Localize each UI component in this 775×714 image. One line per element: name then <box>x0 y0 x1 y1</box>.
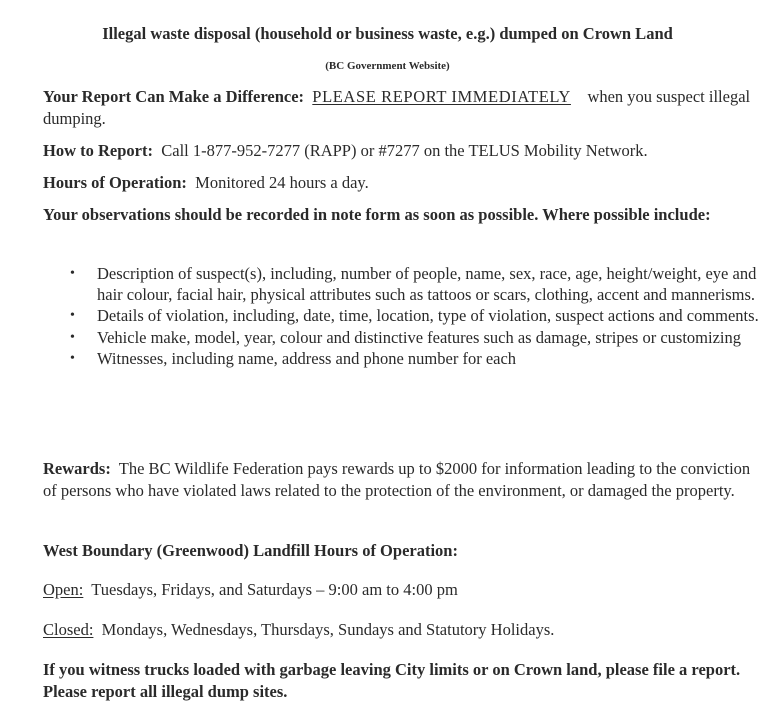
open-text: Tuesdays, Fridays, and Saturdays – 9:00 am to 4:00 pm <box>91 580 458 599</box>
landfill-heading: West Boundary (Greenwood) Landfill Hours of Operation: <box>43 541 458 560</box>
bullet-icon: • <box>70 329 75 345</box>
list-item-text: Vehicle make, model, year, colour and distinctive features such as damage, stripes or customizing <box>97 327 742 347</box>
observations-heading: Your observations should be recorded in note form as soon as possible. Where possible include: <box>43 205 711 224</box>
hours-text: Monitored 24 hours a day. <box>195 173 369 192</box>
list-item-text: Description of suspect(s), including, number of people, name, sex, race, age, height/weight, eye and hair colour, facial hair, physical attributes such as tattoos or scars, clothing, accent and mannerisms. <box>97 264 757 304</box>
rewards-paragraph <box>43 458 763 502</box>
bullet-icon: • <box>70 351 75 366</box>
hours-paragraph <box>43 172 763 194</box>
landfill-open-line <box>43 579 763 601</box>
open-label: Open: <box>43 580 84 599</box>
report-emphasis: PLEASE REPORT IMMEDIATELY <box>312 87 571 106</box>
list-item <box>43 349 763 370</box>
how-text: Call 1-877-952-7277 (RAPP) or #7277 on the TELUS Mobility Network. <box>161 141 648 160</box>
observations-list <box>43 264 763 371</box>
rewards-text: The BC Wildlife Federation pays rewards up to $2000 for information leading to the conviction of persons who have violated laws related to the protection of the environment, or damaged the property. <box>43 459 751 500</box>
report-text: when you suspect illegal dumping. <box>43 87 751 128</box>
report-heading: Your Report Can Make a Difference: <box>43 87 305 106</box>
closed-label: Closed: <box>43 620 94 639</box>
closed-text: Mondays, Wednesdays, Thursdays, Sundays and Statutory Holidays. <box>101 620 555 639</box>
how-heading: How to Report: <box>43 141 153 160</box>
report-paragraph <box>43 86 763 130</box>
list-item-text: Witnesses, including name, address and phone number for each <box>97 349 517 368</box>
list-item-text: Details of violation, including, date, time, location, type of violation, suspect actions and comments. <box>97 306 759 325</box>
list-item <box>43 306 763 327</box>
list-item <box>43 328 763 349</box>
how-to-report-paragraph <box>43 140 763 162</box>
landfill-closed-line <box>43 619 763 641</box>
hours-heading: Hours of Operation: <box>43 173 187 192</box>
bullet-icon: • <box>70 266 75 281</box>
list-item <box>43 264 763 305</box>
bullet-icon: • <box>70 308 75 323</box>
closing-paragraph: If you witness trucks loaded with garbage leaving City limits or on Crown land, please file a report. Please report all illegal dump sites. <box>43 660 741 701</box>
document-title: Illegal waste disposal (household or business waste, e.g.) dumped on Crown Land <box>102 24 673 43</box>
document-subtitle: (BC Government Website) <box>325 60 450 72</box>
rewards-heading: Rewards: <box>43 459 111 478</box>
